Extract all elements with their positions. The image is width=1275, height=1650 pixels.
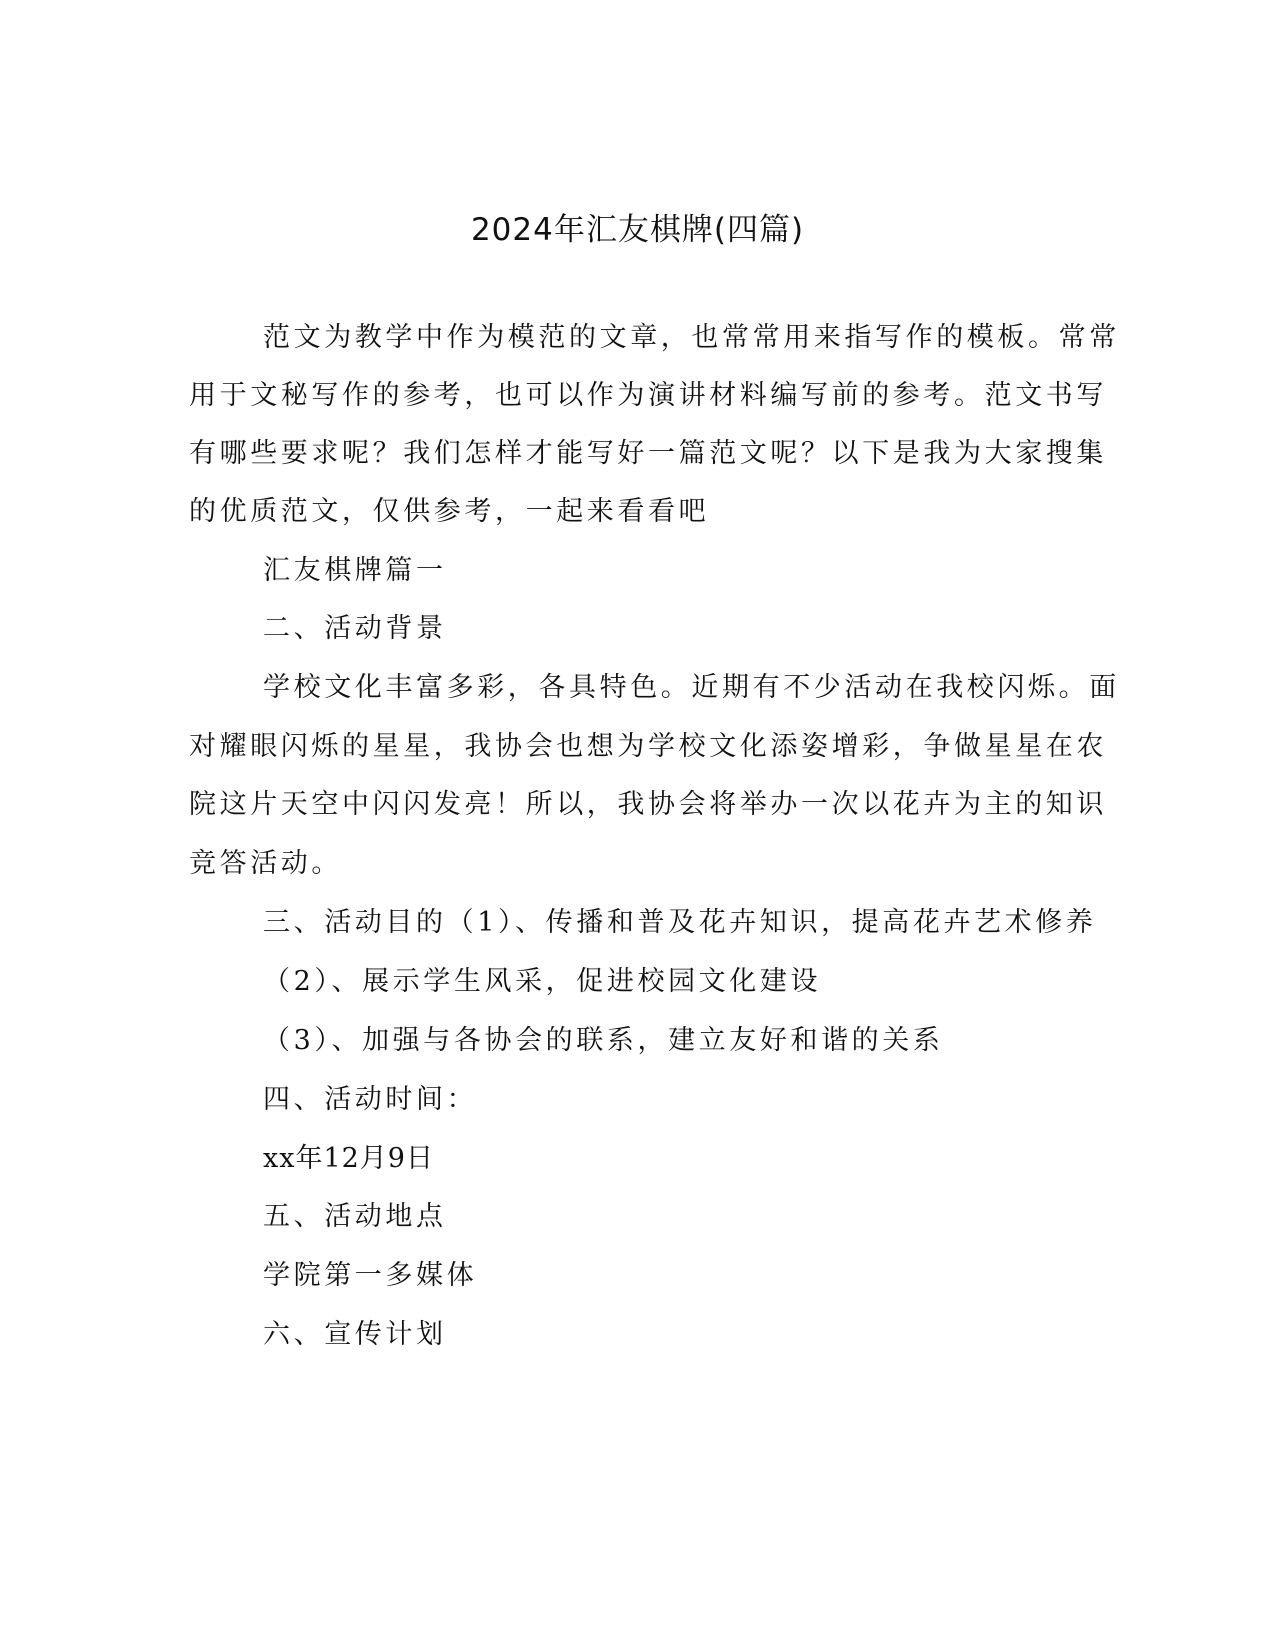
paragraph-line: 学校文化丰富多彩，各具特色。近期有不少活动在我校闪烁。面 <box>263 672 1120 703</box>
document-title: 2024年汇友棋牌(四篇) <box>470 212 805 248</box>
section-heading: 四、活动时间： <box>263 1084 478 1115</box>
paragraph-line: （2）、展示学生风采，促进校园文化建设 <box>263 966 822 997</box>
paragraph-line: 范文为教学中作为模范的文章，也常常用来指写作的模板。常常 <box>263 322 1120 353</box>
section-heading: 五、活动地点 <box>263 1201 447 1232</box>
paragraph-line: 有哪些要求呢？我们怎样才能写好一篇范文呢？以下是我为大家搜集 <box>189 438 1107 469</box>
date-line: xx年12月9日 <box>263 1143 434 1174</box>
paragraph-line: 的优质范文，仅供参考，一起来看看吧 <box>189 496 710 527</box>
paragraph-line: 院这片天空中闪闪发亮！所以，我协会将举办一次以花卉为主的知识 <box>189 789 1107 820</box>
paragraph-line: （3）、加强与各协会的联系，建立友好和谐的关系 <box>263 1025 944 1056</box>
paragraph-line: 竞答活动。 <box>189 848 342 879</box>
paragraph-line: 用于文秘写作的参考，也可以作为演讲材料编写前的参考。范文书写 <box>189 380 1107 411</box>
paragraph-line: 对耀眼闪烁的星星，我协会也想为学校文化添姿增彩，争做星星在农 <box>189 731 1107 762</box>
paragraph-line: 三、活动目的（1）、传播和普及花卉知识，提高花卉艺术修养 <box>263 907 1097 938</box>
section-heading: 汇友棋牌篇一 <box>263 555 447 586</box>
section-heading: 二、活动背景 <box>263 613 447 644</box>
section-heading: 六、宣传计划 <box>263 1319 447 1350</box>
paragraph-line: 学院第一多媒体 <box>263 1260 478 1291</box>
